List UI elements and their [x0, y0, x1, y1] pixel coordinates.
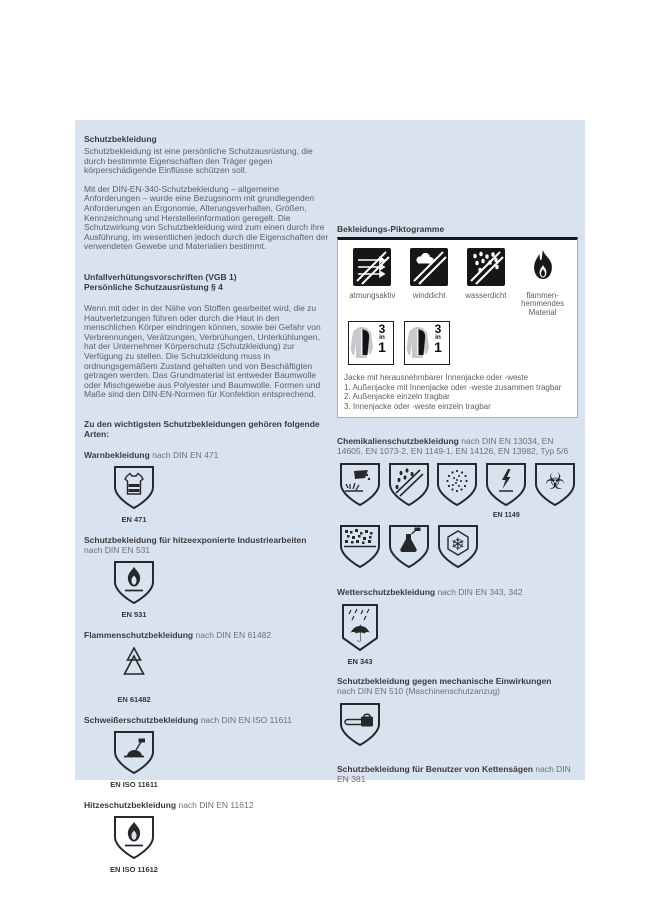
tio-bottom: 1 — [434, 339, 442, 356]
type-norm: nach DIN EN 510 (Maschinenschutzanzug) — [337, 686, 500, 697]
breathable-icon — [353, 248, 391, 286]
shield-droplets-icon — [387, 461, 431, 509]
shield-electrostatic — [483, 461, 529, 521]
type-norm: nach DIN EN 13034, EN 14605, EN 1073-2, EN 1149-1, EN 14126, EN 13982, Typ 5/6 — [337, 436, 569, 457]
shield-umbrella-icon — [340, 602, 380, 654]
en11611-icon-wrap — [110, 729, 158, 789]
norm-badge: EN 471 — [121, 514, 147, 524]
norm-badge: EN ISO 11611 — [110, 779, 158, 789]
svg-text:❄: ❄ — [450, 535, 466, 556]
norm-badge: EN 343 — [347, 657, 373, 667]
shield-biohazard — [532, 461, 578, 521]
type-name: Schutzbekleidung für Benutzer von Kettensägen — [337, 764, 533, 775]
type-norm: nach DIN EN 531 — [84, 544, 151, 555]
norm-badge: EN 61482 — [117, 694, 151, 704]
shield-flame-icon — [112, 559, 156, 607]
type-norm: nach DIN EN 343, 342 — [437, 587, 523, 598]
pictogram-box — [337, 237, 578, 418]
flame-icon — [524, 248, 562, 286]
shield-electrostatic-icon — [484, 461, 528, 509]
chainsaw-icon-wrap — [337, 701, 383, 751]
type-heading — [84, 630, 332, 640]
shield-particles-icon — [435, 461, 479, 509]
page-title: Schutzbekleidung — [84, 134, 157, 144]
type-mechanisch — [337, 676, 578, 751]
type-heading — [337, 676, 578, 696]
pictogram-label: winddicht — [412, 291, 446, 300]
norm-badge: EN ISO 11612 — [110, 864, 158, 874]
double-triangle-icon — [112, 644, 156, 692]
en11612-icon-wrap — [110, 814, 158, 874]
type-name: Wetterschutzbekleidung — [337, 587, 436, 598]
en343-icon-wrap — [337, 602, 383, 666]
left-column — [84, 120, 332, 874]
pictogram-notes — [344, 373, 571, 411]
three-in-one-text — [375, 322, 389, 364]
shield-dust-icon — [338, 523, 382, 571]
tio-bottom: 1 — [378, 339, 386, 356]
content-panel — [75, 120, 585, 874]
chemical-shield-row-1 — [337, 461, 578, 521]
type-kettensaegen — [337, 764, 578, 784]
warnbekleidung-icon-wrap — [110, 464, 158, 524]
type-norm: nach DIN EN 61482 — [195, 629, 272, 640]
note-line: 2. Außenjacke einzeln tragbar — [344, 392, 450, 402]
type-norm: nach DIN EN 471 — [152, 449, 219, 460]
note-line: Jacke mit herausnehmbarer Innenjacke oder -weste — [344, 373, 529, 383]
tio-top: 3 — [378, 322, 386, 337]
shield-cold — [435, 523, 481, 573]
type-flammenschutz — [84, 630, 332, 704]
shield-vest-icon — [112, 464, 156, 512]
pictobox-heading: Bekleidungs-Piktogramme — [337, 224, 445, 234]
type-heading — [84, 450, 332, 460]
shield-snowflake-icon — [436, 523, 480, 571]
regulations-heading-line2: Persönliche Schutzausrüstung § 4 — [84, 282, 223, 293]
windproof-icon — [410, 248, 448, 286]
type-warnbekleidung — [84, 450, 332, 524]
type-name: Hitzeschutzbekleidung — [84, 799, 177, 810]
shield-liquid-droplets — [386, 461, 432, 521]
pictogram-flame-retardant — [514, 248, 571, 317]
type-norm: nach DIN EN ISO 11611 — [200, 714, 293, 725]
svg-text:☣: ☣ — [544, 469, 566, 496]
tio-top: 3 — [434, 322, 442, 337]
type-norm: nach DIN EN 11612 — [178, 799, 254, 810]
type-name: Chemikalienschutzbekleidung — [337, 436, 459, 447]
type-chemikalienschutz — [337, 436, 578, 573]
intro-paragraph-2: Mit der DIN-EN-340-Schutzbekleidung – allgemeine Anforderungen – wurde eine Bezugsnorm mit grundlegenden Anforderungen an Ergonomie, Alterungsverhalten, Größen, Kennzeichnung und Herstellerinformation geregelt. Die Schutzwirkung von Schutzbekleidung wird zum einen durch ihre Ausführung, im wesentlichen jedoch durch die Eigenschaften der verwendeten Gewebe und Materialien bestimmt. — [84, 183, 329, 252]
shield-dust — [337, 523, 383, 573]
type-name: Schweißerschutzbekleidung — [84, 714, 199, 725]
norm-badge: EN 531 — [121, 609, 147, 619]
en61482-icon-wrap — [110, 644, 158, 704]
shield-flask — [386, 523, 432, 573]
norm-badge: EN 1149 — [492, 512, 520, 520]
pictogram-label: atmungsaktiv — [349, 291, 396, 300]
three-in-one-row — [348, 321, 571, 365]
type-wetterschutz — [337, 587, 578, 666]
type-heading — [337, 587, 578, 597]
tio-mid: in — [435, 334, 441, 342]
type-schweisserschutz — [84, 715, 332, 789]
type-norm: nach DIN EN 381 — [337, 764, 571, 785]
shield-chemical-splash — [337, 461, 383, 521]
note-line: 1. Außenjacke mit Innenjacke oder -weste zusammen tragbar — [344, 382, 562, 392]
jacket-silhouette-icon — [349, 322, 375, 364]
type-hitzeschutz — [84, 800, 332, 874]
three-in-one-icon — [348, 321, 394, 365]
shield-flame-icon — [112, 814, 156, 862]
three-in-one-text — [431, 322, 445, 364]
type-name: Schutzbekleidung für hitzeexponierte Industriearbeiten — [84, 534, 307, 545]
type-heading — [84, 800, 332, 810]
right-column — [337, 120, 578, 784]
types-intro-heading: Zu den wichtigsten Schutzbekleidungen gehören folgende Arten: — [84, 418, 320, 439]
svg-text:☂: ☂ — [349, 620, 371, 649]
pictogram-row — [344, 248, 571, 317]
jacket-silhouette-icon — [405, 322, 431, 364]
type-name: Flammenschutzbekleidung — [84, 629, 194, 640]
shield-chainsaw-icon — [338, 701, 382, 749]
waterproof-icon — [467, 248, 505, 286]
intro-paragraph-1: Schutzbekleidung ist eine persönliche Schutzausrüstung, die durch bestimmte Eigenschaften den Träger gegen körperschädigende Einflüsse schützen soll. — [84, 146, 313, 176]
shield-biohazard-icon — [533, 461, 577, 509]
pictogram-breathable — [344, 248, 401, 317]
type-heading — [84, 715, 332, 725]
pictogram-label: flammen-hemmendes Material — [521, 291, 565, 317]
shield-flask-icon — [387, 523, 431, 571]
three-in-one-icon — [404, 321, 450, 365]
en531-icon-wrap — [110, 559, 158, 619]
pictogram-windproof — [401, 248, 458, 317]
type-heading — [337, 436, 578, 456]
chemical-shield-row-2 — [337, 523, 578, 573]
shield-chemical-splash-icon — [338, 461, 382, 509]
type-hitzeexponiert — [84, 535, 332, 619]
regulations-heading — [84, 272, 332, 293]
shield-particles — [435, 461, 481, 521]
regulations-body: Wenn mit oder in der Nähe von Stoffen gearbeitet wird, die zu Hautverletzungen führen oder durch die Haut in den menschlichen Körper eindringen können, sowie bei Gefahr von Verbrennungen, Verätzungen, Verbrühungen, Unterkühlungen, hat der Unternehmer Körperschutz (Schutzkleidung) zur Verfügung zu stellen. Die Schutzkleidung muss in ordnungsgemäßem Zustand gehalten und von Beschäftigten getragen werden. Das Grundmaterial ist entweder Baumwolle oder Mischgewebe aus Polyester und Baumwolle. Formen und Maße sind den DIN-EN-Normen für Konfektion entsprechend. — [84, 302, 321, 400]
pictogram-label: wasserdicht — [465, 291, 507, 300]
type-heading — [84, 535, 332, 555]
shield-welding-icon — [112, 729, 156, 777]
note-line: 3. Innenjacke oder -weste einzeln tragbar — [344, 401, 491, 411]
regulations-heading-line1: Unfallverhütungsvorschriften (VGB 1) — [84, 271, 237, 282]
type-name: Schutzbekleidung gegen mechanische Einwirkungen — [337, 676, 552, 687]
type-name: Warnbekleidung — [84, 449, 150, 460]
tio-mid: in — [379, 334, 385, 342]
pictogram-waterproof — [458, 248, 515, 317]
